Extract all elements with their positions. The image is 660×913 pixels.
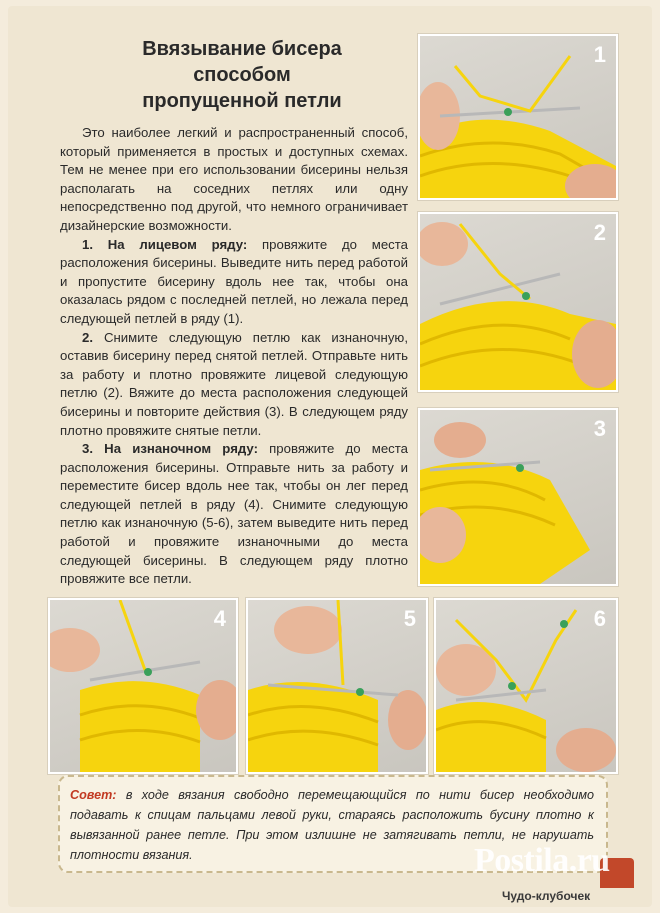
photo-step-4 — [48, 598, 238, 774]
magazine-brand: Чудо-клубочек — [502, 889, 591, 903]
step-1-paragraph — [60, 236, 408, 329]
photo-step-2 — [418, 212, 618, 392]
step-2-paragraph — [60, 329, 408, 441]
photo-number-4: 4 — [213, 606, 226, 631]
photo-step-3 — [418, 408, 618, 586]
intro-paragraph: Это наиболее легкий и распространенный способ, который применяется в простых и доступных схемах. Тем не менее при его использовании бисерины нельзя располагать на соседних петлях или одну непосредственно под другой, что немного ограничивает дизайнерские возможности. — [60, 125, 408, 233]
step-2-text: Снимите следующую петлю как изнаночную, оставив бисерину перед снятой петлей. Отправьте нить за работу и плотно провяжите лицевой следующую петлю (2). Вяжите до места расположения следующей бисерины и повторите действия (3). В следующем ряду плотно провяжите снятые петли. — [60, 329, 408, 438]
knitting-illustration-5 — [248, 600, 426, 772]
tip-body: в ходе вязания свободно перемещающийся по нити бисер необходимо подавать к спицам пальцами левой руки, стараясь расположить бусину плотно к вывязанной ранее петле. При этом излишне не затягивать петли, не нарушать плотности вязания. — [70, 788, 594, 862]
step-1-label: 1. На лицевом ряду: — [82, 236, 248, 252]
tip-label: Совет: — [70, 788, 117, 802]
title-line-3: пропущенной петли — [142, 90, 342, 112]
photo-number-2: 2 — [593, 220, 606, 245]
photo-number-6: 6 — [593, 606, 606, 631]
knitting-illustration-3 — [420, 410, 616, 584]
title-line-1: Ввязывание бисера — [142, 38, 342, 60]
step-3-paragraph — [60, 440, 408, 589]
photo-step-1 — [418, 34, 618, 200]
watermark-logo: Postila.ru — [474, 842, 610, 879]
photo-number-3: 3 — [593, 416, 606, 441]
photo-number-5: 5 — [403, 606, 416, 631]
knitting-illustration-4 — [50, 600, 236, 772]
photo-number-1: 1 — [593, 42, 606, 67]
instructions-text — [60, 124, 408, 589]
title-line-2: способом — [193, 64, 291, 86]
photo-step-6 — [434, 598, 618, 774]
page-title — [92, 36, 392, 114]
knitting-illustration-2 — [420, 214, 616, 390]
step-3-text: провяжите до места расположения бисерины. Отправьте нить за работу и переместите бисер вдоль нее так, чтобы он лег перед следующей петлей в ряду (4). Снимите следующую петлю как изнаночную (5-6), затем выведите нить перед работой и провяжите изнаночными до места следующей бисерины. В следующем ряду плотно провяжите все петли. — [60, 441, 408, 587]
step-1-text: провяжите до места расположения бисерины. Выведите нить перед работой и пропустите бисерину вдоль нее так, чтобы она оказалась рядом с последней петлей, но лежала перед следующей петлей в ряду (1). — [60, 236, 408, 326]
knitting-illustration-1 — [420, 36, 616, 198]
photo-step-5 — [246, 598, 428, 774]
knitting-illustration-6 — [436, 600, 616, 772]
step-2-label: 2. — [82, 329, 93, 345]
step-3-label: 3. На изнаночном ряду: — [82, 441, 258, 457]
